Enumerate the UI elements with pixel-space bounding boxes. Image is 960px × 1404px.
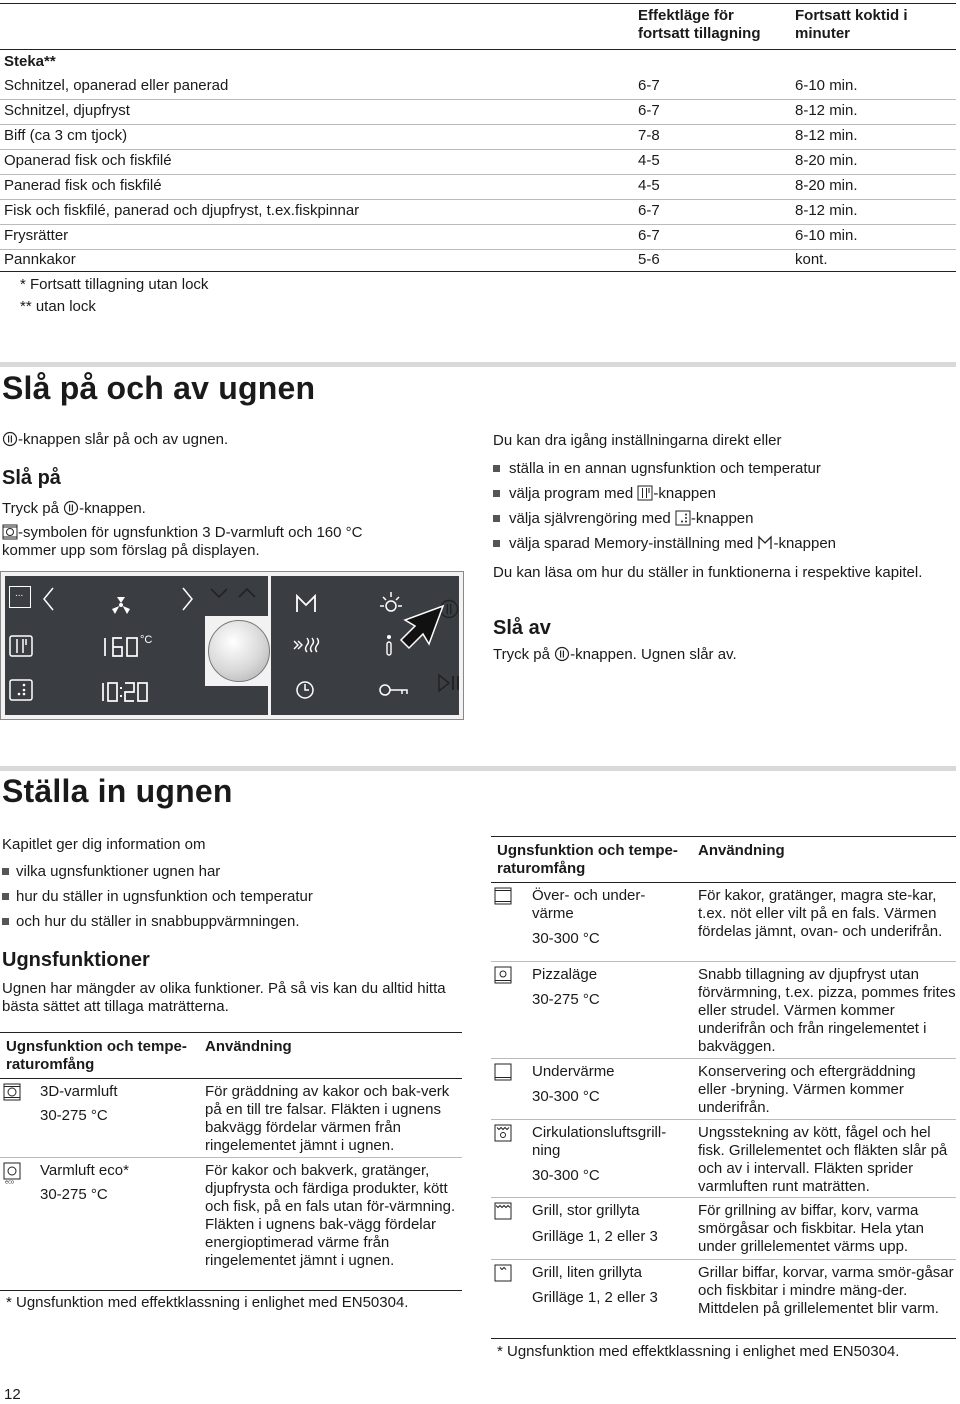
section-title: Ställa in ugnen (2, 773, 233, 809)
table-cell-food: Panerad fisk och fiskfilé (4, 177, 162, 194)
section-bar (0, 766, 956, 771)
row-divider (491, 1197, 956, 1198)
footnote: * Ugnsfunktion med effektklassning i enlighet med EN50304. (497, 1343, 900, 1360)
bullet-item (509, 535, 836, 553)
table-bottom-rule (0, 1290, 462, 1291)
function-range: Grilläge 1, 2 eller 3 (532, 1228, 658, 1245)
table-cell-food: Schnitzel, djupfryst (4, 102, 130, 119)
table-cell-level: 6-7 (638, 102, 660, 119)
table-cell-time: kont. (795, 251, 828, 268)
bullet-item: och hur du ställer in snabbuppvärmningen. (16, 913, 300, 930)
row-divider (0, 1157, 462, 1158)
table-cell-time: 8-12 min. (795, 202, 858, 219)
info-icon[interactable] (383, 634, 395, 656)
table-cell-level: 4-5 (638, 177, 660, 194)
table-header-function: Ugnsfunktion och tempe-raturomfång (497, 842, 678, 877)
function-use: Snabb tillagning av djupfryst utan förvärmning, t.ex. pizza, pommes frites eller strudel. Värmen kommer underifrån och från ringelementet i bakväggen. (698, 966, 956, 1055)
timer-icon[interactable] (295, 680, 315, 700)
function-use: Konservering och eftergräddning eller -bryning. Värmen kommer underifrån. (698, 1063, 916, 1116)
bullet-suffix: -knappen (773, 535, 837, 552)
bullet-marker (2, 868, 9, 875)
function-use: Ungsstekning av kött, fågel och hel fisk. Grillelementet och fläkten slår på och av i intervall. Fläkten sprider varmluften runt maträtten. (698, 1124, 948, 1195)
circulating-grill-icon (494, 1124, 512, 1142)
function-use: För kakor och bakverk, gratänger, djupfrysta och färdiga produkter, kött och fisk, på en fals utan för-värmning. Fläkten i ugnens bak-vägg fördelar energioptimerad värme från ringelementet jämnt i ugnen. (205, 1162, 456, 1269)
table-cell-level: 4-5 (638, 152, 660, 169)
hotair-eco-icon (3, 1162, 21, 1184)
chevron-down-icon[interactable] (209, 586, 229, 600)
paragraph (2, 524, 412, 560)
table-cell-food: Pannkakor (4, 251, 76, 268)
table-header-function: Ugnsfunktion och tempe-raturomfång (6, 1038, 187, 1073)
table-top-rule (0, 3, 956, 4)
table-cell-food: Schnitzel, opanerad eller panerad (4, 77, 229, 94)
function-use: För grillning av biffar, korv, varma smörgåsar och fiskbitar. Hela ytan under grillelementet värms upp. (698, 1202, 924, 1255)
table-header-use: Användning (205, 1038, 292, 1055)
table-header-rule (0, 49, 956, 50)
bullet-item: ställa in en annan ugnsfunktion och temperatur (509, 460, 821, 477)
bullet-suffix: -knappen (690, 510, 754, 527)
row-divider (0, 124, 956, 125)
temperature-display (101, 636, 141, 658)
subheading-on: Slå på (2, 467, 61, 489)
bullet-text: välja program med (509, 485, 634, 502)
bullet-marker (493, 465, 500, 472)
table-cell-food: Frysrätter (4, 227, 69, 244)
table-cell-food: Biff (ca 3 cm tjock) (4, 127, 128, 144)
function-range: 30-275 °C (40, 1107, 108, 1124)
table-header-rule (491, 882, 956, 883)
memory-icon (757, 535, 773, 551)
dots-text: ... (15, 588, 24, 599)
table-cell-level: 7-8 (638, 127, 660, 144)
table-section-label: Steka** (4, 53, 56, 70)
row-divider (491, 1259, 956, 1260)
fan-icon (109, 594, 133, 616)
function-name: Cirkulationsluftsgrill-ning (532, 1124, 667, 1159)
footnote: * Fortsatt tillagning utan lock (20, 276, 209, 293)
self-clean-icon (675, 510, 691, 526)
power-icon (2, 431, 18, 447)
subheading-off: Slå av (493, 617, 551, 639)
program-key-icon[interactable] (9, 635, 33, 657)
bottom-heat-icon (494, 1063, 512, 1081)
function-name: Varmluft eco* (40, 1162, 129, 1179)
child-lock-key-icon[interactable] (379, 682, 409, 698)
p3b-text: -knappen. Ugnen slår av. (570, 646, 737, 663)
footnote: * Ugnsfunktion med effektklassning i enlighet med EN50304. (6, 1294, 409, 1311)
function-name: Pizzaläge (532, 966, 598, 983)
temperature-unit: °C (140, 634, 153, 646)
row-divider (0, 249, 956, 250)
grill-small-icon (494, 1264, 512, 1282)
table-cell-time: 8-20 min. (795, 177, 858, 194)
table-cell-food: Opanerad fisk och fiskfilé (4, 152, 172, 169)
function-range: 30-300 °C (532, 930, 600, 947)
row-divider (491, 961, 956, 962)
bullet-marker (493, 515, 500, 522)
table-cell-level: 5-6 (638, 251, 660, 268)
program-icon (637, 485, 653, 501)
clock-display (99, 681, 151, 703)
table-top-rule (0, 1032, 462, 1033)
row-divider (0, 174, 956, 175)
table-cell-time: 6-10 min. (795, 227, 858, 244)
function-use: För gräddning av kakor och bak-verk på en till tre falsar. Fläkten i ugnens bakvägg fördelar värmen från ringelementet jämnt i ugnen. (205, 1083, 450, 1154)
rotary-knob[interactable] (208, 620, 270, 682)
paragraph (2, 431, 228, 449)
table-header-rule (0, 1078, 462, 1079)
paragraph: Ugnen har mängder av olika funktioner. På så vis kan du alltid hitta bästa sättet att tillaga maträtterna. (2, 980, 446, 1015)
table-cell-level: 6-7 (638, 227, 660, 244)
bullet-marker (493, 540, 500, 547)
bullet-text: välja självrengöring med (509, 510, 671, 527)
table-cell-time: 8-20 min. (795, 152, 858, 169)
intro-text: -knappen slår på och av ugnen. (18, 431, 229, 448)
bullet-item (509, 485, 716, 503)
right-intro: Du kan dra igång inställningarna direkt eller (493, 432, 782, 449)
arrow-right-icon (181, 586, 195, 612)
function-range: 30-275 °C (40, 1186, 108, 1203)
paragraph: Kapitlet ger dig information om (2, 836, 206, 853)
svg-text:eco: eco (5, 1179, 14, 1184)
table-cell-time: 8-12 min. (795, 102, 858, 119)
function-name: Grill, liten grillyta (532, 1264, 643, 1281)
table-top-rule (491, 836, 956, 837)
row-divider (0, 199, 956, 200)
bullet-item: vilka ugnsfunktioner ugnen har (16, 863, 221, 880)
row-divider (491, 1119, 956, 1120)
p3a-text: Tryck på (493, 646, 550, 663)
memory-icon[interactable] (295, 594, 317, 614)
top-bottom-heat-icon (494, 887, 512, 905)
arrow-left-icon (41, 586, 55, 612)
footnote: ** utan lock (20, 298, 96, 315)
bullet-marker (2, 918, 9, 925)
table-cell-level: 6-7 (638, 202, 660, 219)
page-number: 12 (4, 1386, 21, 1403)
chevron-up-icon[interactable] (237, 586, 257, 600)
table-header-use: Användning (698, 842, 785, 859)
power-icon (554, 646, 570, 662)
grill-large-icon (494, 1202, 512, 1220)
paragraph (493, 646, 737, 664)
section-bar (0, 362, 956, 367)
quick-heat-icon[interactable] (293, 636, 323, 654)
paragraph (2, 500, 146, 518)
function-range: Grilläge 1, 2 eller 3 (532, 1289, 658, 1306)
table-cell-time: 8-12 min. (795, 127, 858, 144)
subheading-functions: Ugnsfunktioner (2, 949, 150, 971)
pizza-icon (494, 966, 512, 984)
3d-hotair-icon (2, 524, 18, 540)
table-header-level: Effektläge för fortsatt tillagning (638, 7, 761, 42)
bullet-text: välja sparad Memory-inställning med (509, 535, 754, 552)
bullet-item (509, 510, 753, 528)
bullet-marker (493, 490, 500, 497)
function-name: 3D-varmluft (40, 1083, 118, 1100)
row-divider (0, 149, 956, 150)
self-clean-key[interactable] (9, 586, 31, 608)
section-title: Slå på och av ugnen (2, 370, 316, 406)
bullet-item: hur du ställer in ugnsfunktion och temperatur (16, 888, 313, 905)
bullet-marker (2, 893, 9, 900)
power-icon (63, 500, 79, 516)
p2-text: -symbolen för ugnsfunktion 3 D-varmluft och 160 °C kommer upp som förslag på displayen. (2, 524, 363, 559)
function-range: 30-300 °C (532, 1088, 600, 1105)
row-divider (0, 224, 956, 225)
oven-control-panel (0, 571, 464, 720)
3d-hotair-icon (3, 1083, 21, 1101)
pointer-arrow-icon (399, 600, 447, 650)
function-name: Undervärme (532, 1063, 615, 1080)
p1b-text: -knappen. (79, 500, 146, 517)
table-header-time: Fortsatt koktid i minuter (795, 7, 908, 42)
function-name: Över- och under-värme (532, 887, 646, 922)
start-pause-icon[interactable] (437, 673, 461, 693)
row-divider (491, 1058, 956, 1059)
table-bottom-rule (491, 1338, 956, 1339)
function-range: 30-300 °C (532, 1167, 600, 1184)
table-bottom-rule (0, 271, 956, 272)
table-cell-level: 6-7 (638, 77, 660, 94)
bullet-suffix: -knappen (653, 485, 716, 502)
table-cell-time: 6-10 min. (795, 77, 858, 94)
function-name: Grill, stor grillyta (532, 1202, 640, 1219)
function-use: Grillar biffar, korvar, varma smör-gåsar och fiskbitar i mindre mäng-der. Mittdelen på grillelementet blir varm. (698, 1264, 954, 1317)
function-range: 30-275 °C (532, 991, 600, 1008)
p1-text: Tryck på (2, 500, 59, 517)
row-divider (0, 99, 956, 100)
paragraph: Du kan läsa om hur du ställer in funktionerna i respektive kapitel. (493, 564, 923, 581)
function-use: För kakor, gratänger, magra ste-kar, t.ex. nöt eller vilt på en fals. Värmen fördelas jämnt, ovan- och underifrån. (698, 887, 943, 940)
memory-dots-icon[interactable] (9, 679, 33, 701)
table-cell-food: Fisk och fiskfilé, panerad och djupfryst, t.ex.fiskpinnar (4, 202, 360, 219)
